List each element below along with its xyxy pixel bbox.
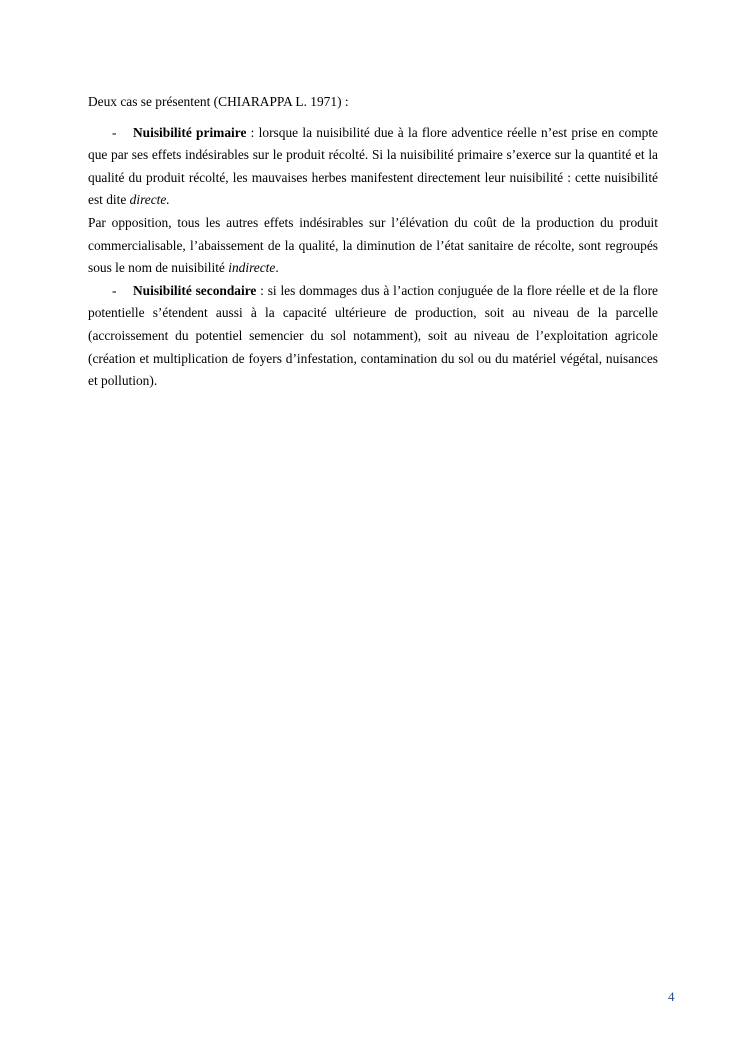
primary-term: Nuisibilité primaire — [133, 124, 247, 140]
primary-paragraph — [88, 122, 658, 212]
intro-line: Deux cas se présentent (CHIARAPPA L. 1971) : — [88, 94, 349, 109]
opposition-text-end: . — [275, 260, 279, 276]
secondary-paragraph — [88, 280, 658, 393]
opposition-text: Par opposition, tous les autres effets indésirables sur l’élévation du coût de la production du produit commercialisable, l’abaissement de la qualité, la diminution de l’état sanitaire de récolte, sont regroupés sous le nom de nuisibilité — [88, 214, 658, 276]
opposition-emphasis: indirecte — [228, 260, 276, 276]
secondary-text: : si les dommages dus à l’action conjuguée de la flore réelle et de la flore potentielle s’étendent aussi à la capacité ultérieure de production, soit au niveau de la parcelle (accroissement du potentiel semencier du sol notamment), soit au niveau de l’exploitation agricole (création et multiplication de foyers d’infestation, contamination du sol ou du matériel végétal, nuisances et pollution). — [88, 282, 658, 389]
primary-text: : lorsque la nuisibilité due à la flore adventice réelle n’est prise en compte que par ses effets indésirables sur le produit récolté. Si la nuisibilité primaire s’exerce sur la quantité et la qualité du produit récolté, les mauvaises herbes manifestent directement leur nuisibilité : cette nuisibilité est dite — [88, 124, 658, 208]
page-number: 4 — [668, 989, 675, 1004]
opposition-paragraph — [88, 212, 658, 280]
primary-emphasis: directe. — [129, 192, 170, 208]
primary-dash: - — [112, 124, 117, 140]
body-text — [88, 91, 658, 393]
secondary-dash: - — [112, 282, 117, 298]
secondary-term: Nuisibilité secondaire — [133, 282, 257, 298]
